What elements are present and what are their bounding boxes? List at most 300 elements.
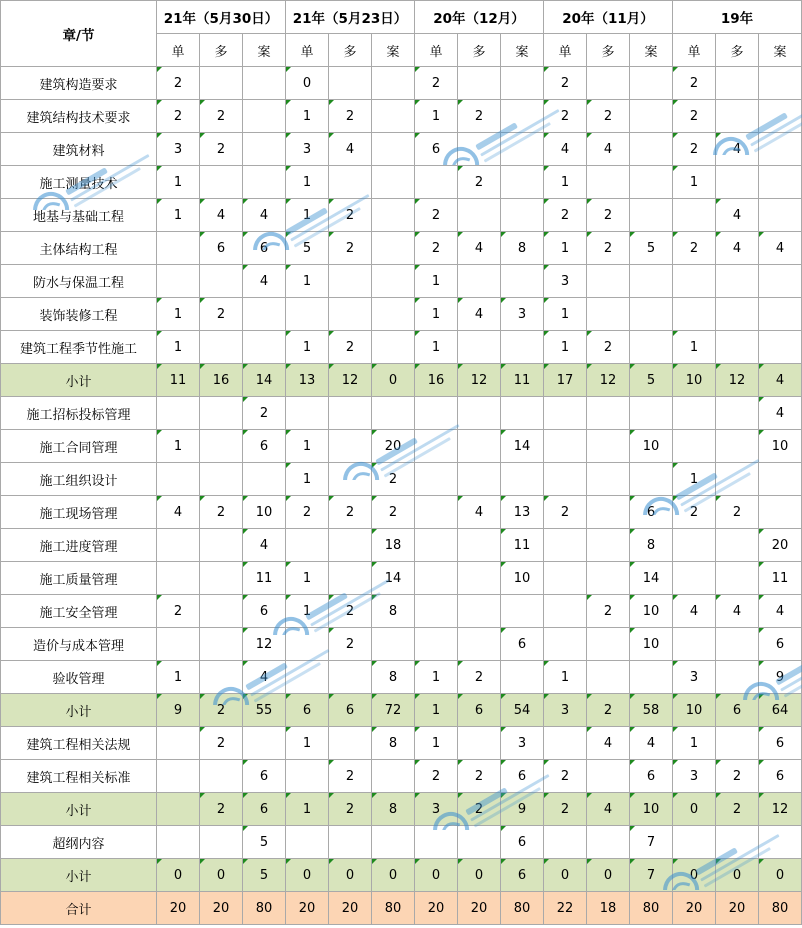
table-cell: 1 (157, 166, 200, 199)
table-cell (716, 397, 759, 430)
table-cell: 4 (458, 298, 501, 331)
table-cell (200, 661, 243, 694)
table-cell: 22 (544, 892, 587, 925)
table-cell: 2 (329, 760, 372, 793)
table-cell (759, 496, 802, 529)
table-cell: 13 (286, 364, 329, 397)
row-label: 装饰装修工程 (1, 298, 157, 331)
table-cell: 2 (458, 793, 501, 826)
table-cell: 80 (501, 892, 544, 925)
table-cell: 18 (372, 529, 415, 562)
table-cell: 3 (544, 694, 587, 727)
table-cell (673, 628, 716, 661)
table-cell (630, 661, 673, 694)
table-row (1, 100, 802, 133)
table-cell: 2 (587, 100, 630, 133)
table-cell: 16 (415, 364, 458, 397)
row-label: 施工招标投标管理 (1, 397, 157, 430)
table-cell: 6 (200, 232, 243, 265)
table-cell (243, 298, 286, 331)
header-chapter: 章/节 (1, 1, 157, 67)
table-cell (587, 397, 630, 430)
table-cell: 0 (329, 859, 372, 892)
table-cell: 1 (286, 331, 329, 364)
table-cell (458, 397, 501, 430)
table-cell (415, 628, 458, 661)
table-cell (458, 529, 501, 562)
table-cell: 4 (200, 199, 243, 232)
table-cell (716, 661, 759, 694)
table-cell (415, 529, 458, 562)
table-cell: 6 (501, 760, 544, 793)
table-cell: 2 (716, 496, 759, 529)
table-cell: 2 (587, 331, 630, 364)
table-cell (630, 397, 673, 430)
table-cell: 3 (544, 265, 587, 298)
table-cell: 80 (243, 892, 286, 925)
table-cell: 58 (630, 694, 673, 727)
table-cell: 12 (329, 364, 372, 397)
table-cell (157, 232, 200, 265)
table-cell (630, 463, 673, 496)
table-cell: 6 (243, 430, 286, 463)
table-cell: 2 (544, 496, 587, 529)
table-cell (458, 430, 501, 463)
header-year-group: 20年（11月） (544, 1, 673, 34)
table-cell: 3 (501, 298, 544, 331)
table-cell (458, 628, 501, 661)
table-cell (587, 67, 630, 100)
table-cell (200, 166, 243, 199)
table-cell (673, 397, 716, 430)
table-cell: 4 (716, 199, 759, 232)
table-cell: 10 (243, 496, 286, 529)
table-cell: 2 (200, 496, 243, 529)
table-row (1, 331, 802, 364)
table-cell (587, 760, 630, 793)
table-row (1, 430, 802, 463)
table-cell: 2 (157, 100, 200, 133)
table-cell: 4 (716, 595, 759, 628)
row-label: 主体结构工程 (1, 232, 157, 265)
table-cell: 1 (286, 463, 329, 496)
table-cell: 11 (157, 364, 200, 397)
table-cell (286, 760, 329, 793)
table-cell: 2 (544, 100, 587, 133)
table-cell (673, 430, 716, 463)
table-cell: 2 (286, 496, 329, 529)
table-cell: 20 (329, 892, 372, 925)
table-cell (759, 133, 802, 166)
table-cell: 8 (372, 661, 415, 694)
table-row (1, 760, 802, 793)
table-cell: 2 (587, 595, 630, 628)
table-cell: 9 (501, 793, 544, 826)
table-cell (286, 628, 329, 661)
table-cell (673, 529, 716, 562)
table-cell: 3 (673, 661, 716, 694)
table-cell (716, 265, 759, 298)
row-label: 建筑工程季节性施工 (1, 331, 157, 364)
table-cell: 4 (673, 595, 716, 628)
table-cell: 1 (544, 331, 587, 364)
row-label: 建筑工程相关法规 (1, 727, 157, 760)
table-cell: 8 (372, 595, 415, 628)
table-cell: 6 (458, 694, 501, 727)
table-cell: 4 (243, 199, 286, 232)
table-cell (716, 100, 759, 133)
table-cell (372, 265, 415, 298)
table-cell (458, 133, 501, 166)
table-cell (673, 199, 716, 232)
table-cell (630, 199, 673, 232)
table-cell: 14 (372, 562, 415, 595)
table-cell: 2 (458, 760, 501, 793)
table-cell (587, 430, 630, 463)
table-cell: 80 (759, 892, 802, 925)
table-cell (372, 166, 415, 199)
table-cell: 72 (372, 694, 415, 727)
table-cell: 0 (157, 859, 200, 892)
table-cell (673, 265, 716, 298)
table-cell: 6 (501, 628, 544, 661)
table-cell (501, 595, 544, 628)
table-cell (286, 298, 329, 331)
table-cell (415, 826, 458, 859)
table-cell (630, 331, 673, 364)
table-cell (372, 628, 415, 661)
table-cell: 0 (372, 859, 415, 892)
table-cell (200, 331, 243, 364)
table-cell: 2 (372, 463, 415, 496)
table-cell (587, 826, 630, 859)
table-cell: 4 (759, 232, 802, 265)
table-cell: 80 (372, 892, 415, 925)
table-cell (458, 595, 501, 628)
table-cell: 13 (501, 496, 544, 529)
table-cell (286, 397, 329, 430)
table-cell: 6 (759, 727, 802, 760)
header-question-type: 单 (673, 34, 716, 67)
table-cell (157, 397, 200, 430)
subtotal-row (1, 694, 802, 727)
table-cell: 2 (587, 232, 630, 265)
table-cell (243, 727, 286, 760)
table-cell: 2 (544, 793, 587, 826)
table-cell: 4 (243, 265, 286, 298)
table-cell: 3 (501, 727, 544, 760)
table-cell: 4 (587, 727, 630, 760)
table-cell (587, 661, 630, 694)
table-cell: 3 (157, 133, 200, 166)
table-cell: 10 (630, 595, 673, 628)
table-cell (372, 232, 415, 265)
table-cell: 1 (544, 661, 587, 694)
table-cell (458, 265, 501, 298)
table-cell: 10 (630, 430, 673, 463)
table-cell: 17 (544, 364, 587, 397)
table-cell: 7 (630, 859, 673, 892)
table-cell: 1 (157, 298, 200, 331)
row-label: 防水与保温工程 (1, 265, 157, 298)
table-cell (415, 595, 458, 628)
table-cell: 12 (243, 628, 286, 661)
table-cell (759, 265, 802, 298)
row-label: 施工现场管理 (1, 496, 157, 529)
table-row (1, 67, 802, 100)
table-cell (716, 727, 759, 760)
table-cell: 1 (415, 298, 458, 331)
table-cell: 10 (673, 694, 716, 727)
table-cell (243, 463, 286, 496)
table-cell: 2 (458, 100, 501, 133)
table-cell: 2 (329, 199, 372, 232)
row-label: 施工测量技术 (1, 166, 157, 199)
table-cell: 10 (630, 628, 673, 661)
table-cell: 2 (329, 496, 372, 529)
table-cell: 1 (415, 661, 458, 694)
table-cell (200, 595, 243, 628)
table-row (1, 265, 802, 298)
table-cell (458, 199, 501, 232)
table-cell: 0 (716, 859, 759, 892)
table-cell (200, 67, 243, 100)
header-year-group: 21年（5月23日） (286, 1, 415, 34)
table-cell (329, 562, 372, 595)
table-cell (200, 397, 243, 430)
table-cell: 2 (458, 166, 501, 199)
table-cell (157, 562, 200, 595)
table-cell (415, 166, 458, 199)
table-cell: 0 (673, 859, 716, 892)
row-label: 建筑工程相关标准 (1, 760, 157, 793)
table-cell: 20 (673, 892, 716, 925)
table-cell: 14 (501, 430, 544, 463)
table-cell: 6 (243, 760, 286, 793)
table-cell: 11 (501, 364, 544, 397)
table-cell: 4 (243, 529, 286, 562)
table-cell: 3 (415, 793, 458, 826)
table-cell: 2 (415, 760, 458, 793)
table-cell: 16 (200, 364, 243, 397)
table-cell: 14 (243, 364, 286, 397)
table-cell: 2 (329, 331, 372, 364)
table-cell (759, 463, 802, 496)
table-cell (716, 331, 759, 364)
table-cell (587, 463, 630, 496)
table-cell (716, 430, 759, 463)
header-question-type: 单 (286, 34, 329, 67)
table-cell: 20 (372, 430, 415, 463)
table-cell (630, 67, 673, 100)
header-question-type: 单 (157, 34, 200, 67)
table-cell (157, 727, 200, 760)
table-cell (544, 727, 587, 760)
table-cell (243, 100, 286, 133)
table-cell: 1 (544, 232, 587, 265)
table-cell (157, 463, 200, 496)
table-row (1, 595, 802, 628)
table-cell (286, 826, 329, 859)
header-question-type: 多 (716, 34, 759, 67)
table-cell (458, 826, 501, 859)
row-label: 合计 (1, 892, 157, 925)
table-cell (501, 265, 544, 298)
table-cell (200, 529, 243, 562)
table-cell: 1 (157, 199, 200, 232)
table-cell (329, 67, 372, 100)
table-cell (716, 529, 759, 562)
table-cell (630, 133, 673, 166)
table-cell (329, 826, 372, 859)
table-cell: 2 (673, 232, 716, 265)
table-cell (587, 562, 630, 595)
table-cell: 2 (200, 298, 243, 331)
table-cell: 12 (716, 364, 759, 397)
table-cell: 2 (415, 67, 458, 100)
row-label: 建筑构造要求 (1, 67, 157, 100)
table-cell (501, 166, 544, 199)
table-cell (157, 760, 200, 793)
table-cell (329, 397, 372, 430)
table-cell: 1 (415, 265, 458, 298)
subtotal-row (1, 364, 802, 397)
table-cell: 2 (200, 694, 243, 727)
table-cell: 4 (759, 364, 802, 397)
table-cell (630, 100, 673, 133)
table-cell (243, 331, 286, 364)
table-cell: 2 (587, 694, 630, 727)
table-cell: 54 (501, 694, 544, 727)
table-cell: 8 (630, 529, 673, 562)
table-cell: 5 (630, 232, 673, 265)
row-label: 地基与基础工程 (1, 199, 157, 232)
header-question-type: 案 (630, 34, 673, 67)
table-cell: 2 (544, 199, 587, 232)
table-cell: 0 (673, 793, 716, 826)
table-cell: 4 (544, 133, 587, 166)
row-label: 施工组织设计 (1, 463, 157, 496)
table-cell (544, 826, 587, 859)
table-cell: 6 (243, 793, 286, 826)
row-label: 施工安全管理 (1, 595, 157, 628)
table-cell (673, 298, 716, 331)
table-row (1, 133, 802, 166)
table-row (1, 661, 802, 694)
table-row (1, 826, 802, 859)
table-cell: 6 (501, 859, 544, 892)
table-cell (587, 529, 630, 562)
table-cell (243, 133, 286, 166)
table-cell (458, 562, 501, 595)
table-cell: 1 (673, 331, 716, 364)
table-cell: 6 (501, 826, 544, 859)
table-cell: 0 (759, 859, 802, 892)
table-cell: 1 (415, 727, 458, 760)
table-cell: 0 (286, 859, 329, 892)
table-cell: 11 (243, 562, 286, 595)
table-cell (157, 529, 200, 562)
table-cell: 1 (286, 595, 329, 628)
table-cell (415, 397, 458, 430)
header-question-type: 案 (759, 34, 802, 67)
table-cell (200, 562, 243, 595)
table-cell: 0 (415, 859, 458, 892)
table-cell: 2 (200, 100, 243, 133)
table-cell: 1 (415, 331, 458, 364)
table-row (1, 628, 802, 661)
table-cell: 2 (329, 628, 372, 661)
table-cell (458, 727, 501, 760)
table-cell: 2 (673, 100, 716, 133)
table-cell (716, 628, 759, 661)
table-cell (286, 661, 329, 694)
table-cell (759, 67, 802, 100)
header-question-type: 多 (458, 34, 501, 67)
table-cell (544, 397, 587, 430)
table-cell (501, 133, 544, 166)
table-cell (587, 265, 630, 298)
table-cell: 11 (501, 529, 544, 562)
table-cell (372, 67, 415, 100)
table-cell: 1 (673, 166, 716, 199)
table-cell: 20 (157, 892, 200, 925)
table-cell: 20 (458, 892, 501, 925)
table-cell (716, 826, 759, 859)
table-cell: 14 (630, 562, 673, 595)
table-cell (544, 562, 587, 595)
table-cell: 10 (759, 430, 802, 463)
table-cell: 4 (587, 793, 630, 826)
table-cell (372, 826, 415, 859)
table-cell (759, 100, 802, 133)
table-cell (243, 166, 286, 199)
table-row (1, 496, 802, 529)
table-cell: 2 (329, 232, 372, 265)
table-cell (630, 166, 673, 199)
table-cell: 1 (157, 331, 200, 364)
table-cell: 1 (286, 793, 329, 826)
table-cell: 4 (587, 133, 630, 166)
header-year-group: 19年 (673, 1, 802, 34)
table-cell (544, 430, 587, 463)
table-cell (630, 298, 673, 331)
table-cell: 8 (372, 727, 415, 760)
table-cell (759, 166, 802, 199)
table-cell (716, 463, 759, 496)
table-row (1, 397, 802, 430)
row-label: 建筑结构技术要求 (1, 100, 157, 133)
table-cell (544, 529, 587, 562)
table-cell (587, 496, 630, 529)
table-row (1, 463, 802, 496)
table-cell: 5 (630, 364, 673, 397)
table-cell: 4 (458, 496, 501, 529)
table-cell (544, 628, 587, 661)
table-cell: 6 (759, 760, 802, 793)
table-cell: 4 (759, 397, 802, 430)
row-label: 施工合同管理 (1, 430, 157, 463)
table-cell (673, 562, 716, 595)
header-question-type: 多 (329, 34, 372, 67)
table-cell (587, 628, 630, 661)
header-question-type: 单 (544, 34, 587, 67)
table-cell: 4 (458, 232, 501, 265)
table-cell: 6 (759, 628, 802, 661)
table-cell: 8 (501, 232, 544, 265)
table-cell (200, 463, 243, 496)
table-cell: 1 (673, 727, 716, 760)
